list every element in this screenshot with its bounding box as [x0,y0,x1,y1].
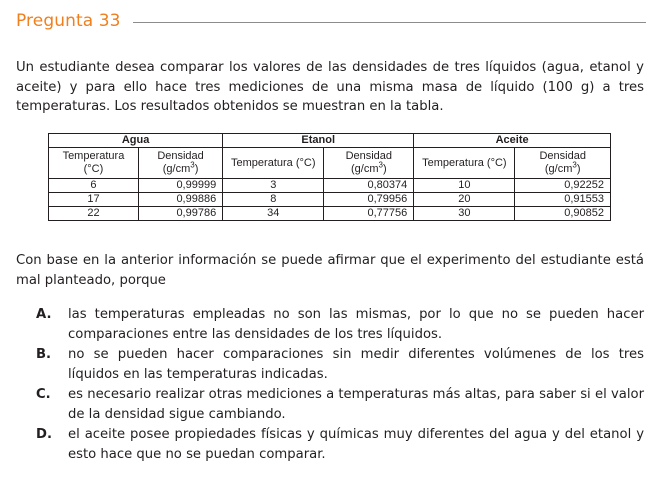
table-cell: 10 [414,179,515,193]
table-row [49,207,611,221]
dens-header: Densidad $(g/cm^3)$ [515,148,611,179]
question-header [16,11,646,31]
group-header-aceite: Aceite [414,134,611,148]
option-letter: A. [36,307,52,322]
table-cell: 0,99786 [138,207,222,221]
dens-header: Densidad $(g/cm^3)$ [324,148,414,179]
table-cell: 34 [223,207,324,221]
question-prompt: Con base en la anterior información se puede afirmar que el experimento del estudiante está mal planteado, porque [16,253,644,288]
temp-header: Temperatura (°C) [49,148,139,179]
option-c[interactable] [36,385,644,424]
table-cell: 6 [49,179,139,193]
temp-header: Temperatura (°C) [414,148,515,179]
table-cell: 8 [223,193,324,207]
option-text: no se pueden hacer comparaciones sin medir diferentes volúmenes de los tres líquidos en las temperaturas indicadas. [68,347,644,382]
table-cell: 0,77756 [324,207,414,221]
option-letter: B. [36,347,52,362]
option-text: el aceite posee propiedades físicas y químicas muy diferentes del agua y del etanol y esto hace que no se puedan comparar. [68,427,644,462]
table-cell: 3 [223,179,324,193]
table-cell: 0,99886 [138,193,222,207]
table-cell: 0,91553 [515,193,611,207]
table-cell: 0,79956 [324,193,414,207]
table-cell: 22 [49,207,139,221]
option-d[interactable] [36,425,644,464]
table-cell: 17 [49,193,139,207]
table-row [49,179,611,193]
option-text: las temperaturas empleadas no son las mismas, por lo que no se pueden hacer comparaciones entre las densidades de los tres líquidos. [68,307,644,342]
option-letter: D. [36,427,52,442]
option-b[interactable] [36,345,644,384]
answer-options [36,305,644,465]
header-rule [133,22,646,23]
question-stem: Un estudiante desea comparar los valores de las densidades de tres líquidos (agua, etanol y aceite) y para ello hace tres mediciones de una misma masa de líquido (100 g) a tres temperaturas. Los resultados obtenidos se muestran en la tabla. [16,60,644,114]
option-a[interactable] [36,305,644,344]
group-header-etanol: Etanol [223,134,414,148]
table-cell: 0,92252 [515,179,611,193]
table-cell: 20 [414,193,515,207]
question-title: Pregunta 33 [16,11,121,31]
table-subheader-row [49,148,611,179]
table-group-header-row [49,134,611,148]
temp-header: Temperatura (°C) [223,148,324,179]
dens-header: Densidad $(g/cm^3)$ [138,148,222,179]
table-cell: 30 [414,207,515,221]
option-text: es necesario realizar otras mediciones a temperaturas más altas, para saber si el valor de la densidad sigue cambiando. [68,387,644,422]
density-table [48,133,611,221]
table-cell: 0,80374 [324,179,414,193]
option-letter: C. [36,387,51,402]
table-cell: 0,99999 [138,179,222,193]
table-cell: 0,90852 [515,207,611,221]
group-header-agua: Agua [49,134,223,148]
table-row [49,193,611,207]
